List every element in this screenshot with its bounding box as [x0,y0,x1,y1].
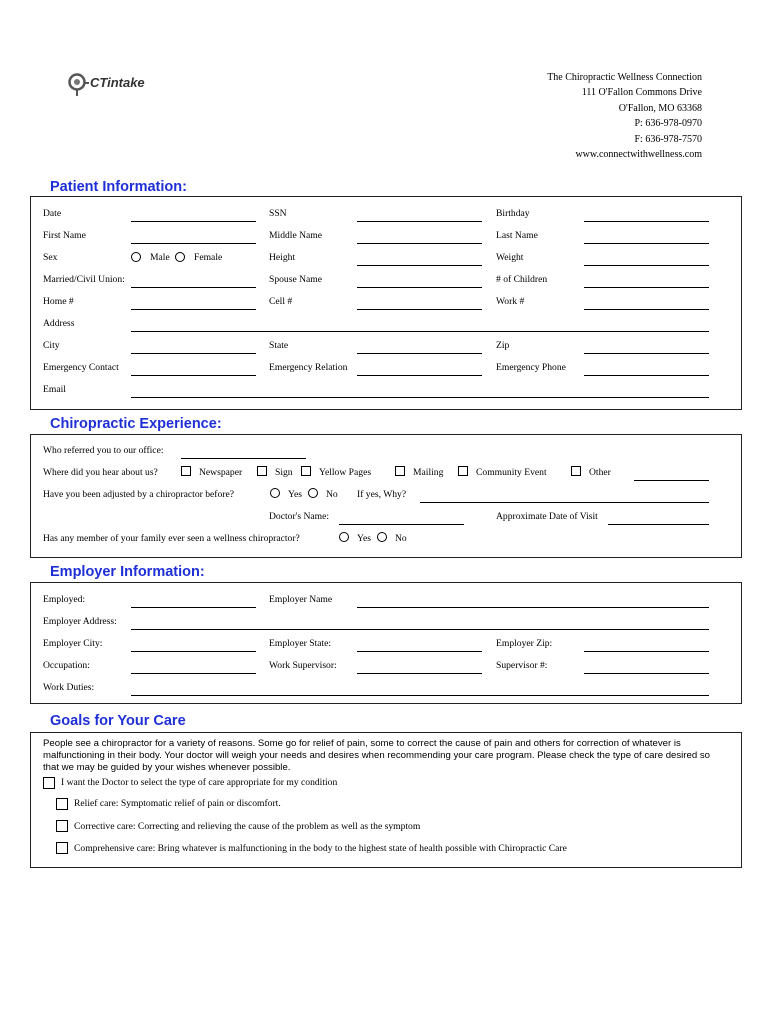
doctor-select-label: I want the Doctor to select the type of care appropriate for my condition [61,777,338,788]
mailing-label: Mailing [413,467,444,478]
birthday-label: Birthday [496,208,530,219]
approx-date-field[interactable] [608,524,709,525]
employer-address-field[interactable] [131,629,709,630]
address-label: Address [43,318,75,329]
employer-state-label: Employer State: [269,638,332,649]
children-label: # of Children [496,274,548,285]
yellow-pages-label: Yellow Pages [319,467,372,478]
emergency-contact-field[interactable] [131,375,256,376]
doctor-select-checkbox[interactable] [43,777,55,789]
relief-care-checkbox[interactable] [56,798,68,810]
referred-field[interactable] [181,458,306,459]
doctor-name-label: Doctor's Name: [269,511,330,522]
work-supervisor-field[interactable] [357,673,482,674]
clinic-street: 111 O'Fallon Commons Drive [581,87,702,99]
employer-zip-label: Employer Zip: [496,638,553,649]
employer-section-title: Employer Information: [50,564,205,580]
ctintake-logo [68,70,148,98]
adjusted-no-radio[interactable] [308,488,318,498]
weight-label: Weight [496,252,524,263]
clinic-phone: P: 636-978-0970 [634,118,702,130]
work-phone-field[interactable] [584,309,709,310]
supervisor-number-label: Supervisor #: [496,660,548,671]
address-field[interactable] [131,331,709,332]
height-label: Height [269,252,296,263]
date-field[interactable] [131,221,256,222]
home-phone-label: Home # [43,296,74,307]
hear-label: Where did you hear about us? [43,467,158,478]
middle-name-label: Middle Name [269,230,323,241]
patient-section-title: Patient Information: [50,179,187,195]
family-yes-label: Yes [357,533,371,544]
children-field[interactable] [584,287,709,288]
corrective-care-label: Corrective care: Correcting and relieving the cause of the problem as well as the symptom [74,821,421,832]
clinic-address [547,70,702,162]
other-field[interactable] [634,480,709,481]
weight-field[interactable] [584,265,709,266]
mailing-checkbox[interactable] [395,466,405,476]
employed-field[interactable] [131,607,256,608]
family-yes-radio[interactable] [339,532,349,542]
adjusted-yes-radio[interactable] [270,488,280,498]
married-field[interactable] [131,287,256,288]
newspaper-checkbox[interactable] [181,466,191,476]
male-radio[interactable] [131,252,141,262]
cell-phone-label: Cell # [269,296,293,307]
work-duties-field[interactable] [131,695,709,696]
work-phone-label: Work # [496,296,525,307]
community-event-label: Community Event [476,467,547,478]
female-label: Female [194,252,223,263]
referred-label: Who referred you to our office: [43,445,164,456]
email-label: Email [43,384,66,395]
sign-label: Sign [275,467,293,478]
employer-address-label: Employer Address: [43,616,117,627]
emergency-phone-field[interactable] [584,375,709,376]
state-field[interactable] [357,353,482,354]
emergency-relation-field[interactable] [357,375,482,376]
family-label: Has any member of your family ever seen a wellness chiropractor? [43,533,300,544]
relief-care-label: Relief care: Symptomatic relief of pain or discomfort. [74,798,281,809]
emergency-relation-label: Emergency Relation [269,362,348,373]
middle-name-field[interactable] [357,243,482,244]
approx-date-label: Approximate Date of Visit [496,511,598,522]
comprehensive-care-label: Comprehensive care: Bring whatever is malfunctioning in the body to the highest state of health possible with Chiropractic Care [74,843,567,854]
logo-text: CTintake [90,75,145,90]
patient-section [30,196,742,410]
goals-section-title: Goals for Your Care [50,713,186,729]
occupation-field[interactable] [131,673,256,674]
experience-section-title: Chiropractic Experience: [50,416,222,432]
city-label: City [43,340,60,351]
employed-label: Employed: [43,594,86,605]
clinic-name: The Chiropractic Wellness Connection [547,72,702,83]
spouse-label: Spouse Name [269,274,323,285]
sex-label: Sex [43,252,58,263]
birthday-field[interactable] [584,221,709,222]
comprehensive-care-checkbox[interactable] [56,842,68,854]
zip-label: Zip [496,340,510,351]
work-duties-label: Work Duties: [43,682,95,693]
cell-phone-field[interactable] [357,309,482,310]
adjusted-label: Have you been adjusted by a chiropractor before? [43,489,234,500]
other-checkbox[interactable] [571,466,581,476]
emergency-phone-label: Emergency Phone [496,362,566,373]
city-field[interactable] [131,353,256,354]
emergency-contact-label: Emergency Contact [43,362,119,373]
married-label: Married/Civil Union: [43,274,125,285]
state-label: State [269,340,289,351]
employer-city-label: Employer City: [43,638,103,649]
ssn-label: SSN [269,208,287,219]
adjusted-yes-label: Yes [288,489,302,500]
last-name-label: Last Name [496,230,538,241]
last-name-field[interactable] [584,243,709,244]
employer-city-field[interactable] [131,651,256,652]
newspaper-label: Newspaper [199,467,243,478]
height-field[interactable] [357,265,482,266]
clinic-fax: F: 636-978-7570 [634,133,702,145]
employer-state-field[interactable] [357,651,482,652]
employer-zip-field[interactable] [584,651,709,652]
yellow-pages-checkbox[interactable] [301,466,311,476]
supervisor-number-field[interactable] [584,673,709,674]
occupation-label: Occupation: [43,660,90,671]
family-no-radio[interactable] [377,532,387,542]
corrective-care-checkbox[interactable] [56,820,68,832]
first-name-label: First Name [43,230,86,241]
goals-intro: People see a chiropractor for a variety of reasons. Some go for relief of pain, some to correct the cause of pain and others for correction of whatever is malfunctioning in their body. Your doctor will weigh your needs and desires when recommending your care program. Please check the type of care desired so that we may be guided by your wishes whenever possible. [43,738,710,773]
zip-field[interactable] [584,353,709,354]
clinic-website[interactable]: www.connectwithwellness.com [575,149,702,161]
female-radio[interactable] [175,252,185,262]
spouse-field[interactable] [357,287,482,288]
adjusted-no-label: No [326,489,338,500]
male-label: Male [150,252,170,263]
family-no-label: No [395,533,407,544]
date-label: Date [43,208,62,219]
sign-checkbox[interactable] [257,466,267,476]
email-field[interactable] [131,397,709,398]
first-name-field[interactable] [131,243,256,244]
other-label: Other [589,467,611,478]
home-phone-field[interactable] [131,309,256,310]
community-event-checkbox[interactable] [458,466,468,476]
work-supervisor-label: Work Supervisor: [269,660,337,671]
if-yes-label: If yes, Why? [357,489,407,500]
employer-section [30,582,742,704]
ssn-field[interactable] [357,221,482,222]
employer-name-field[interactable] [357,607,709,608]
if-yes-field[interactable] [420,502,709,503]
employer-name-label: Employer Name [269,594,333,605]
doctor-name-field[interactable] [339,524,464,525]
clinic-city: O'Fallon, MO 63368 [618,102,702,114]
